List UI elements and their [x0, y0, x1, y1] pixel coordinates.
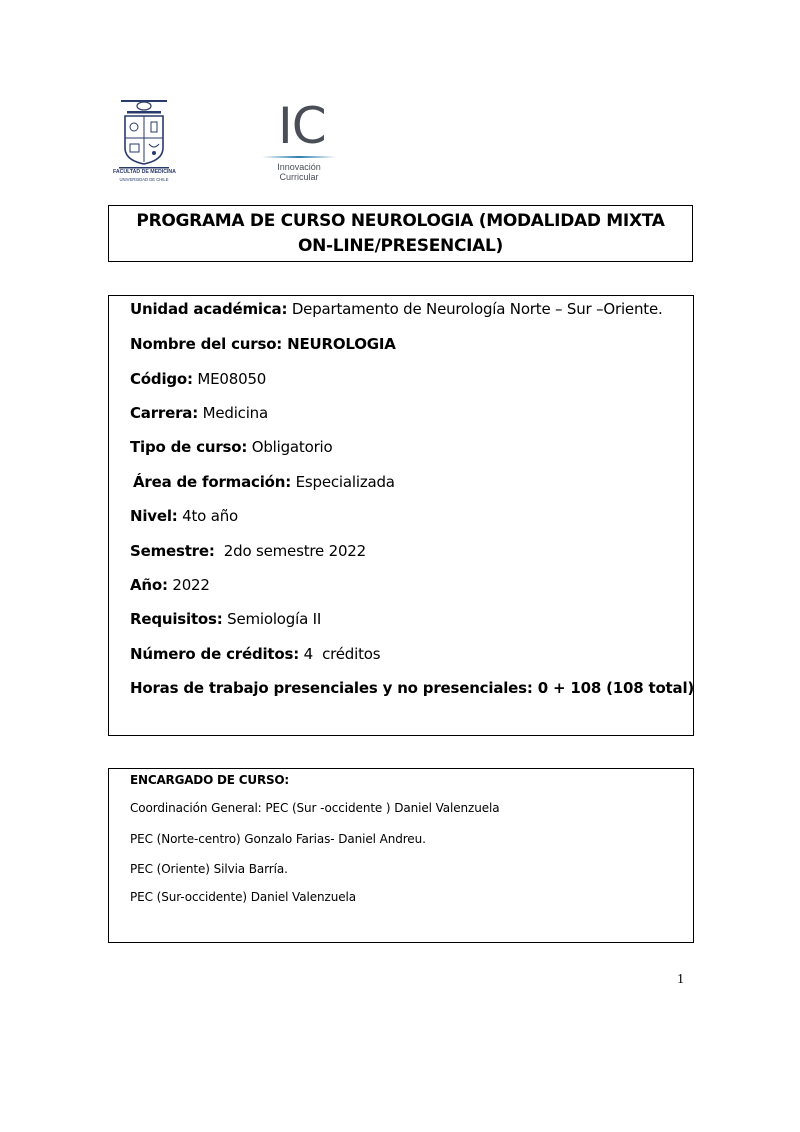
creditos-value: 4 créditos [299, 645, 381, 663]
requisitos-value: Semiología II [222, 610, 322, 628]
horas-label: Horas de trabajo presenciales y no presenciales: [130, 679, 533, 697]
ic-caption-line1: Innovación [277, 162, 321, 172]
carrera-row [130, 403, 268, 423]
encargado-line: Coordinación General: PEC (Sur -occidente ) Daniel Valenzuela [130, 801, 500, 815]
encargado-line: PEC (Oriente) Silvia Barría. [130, 862, 288, 876]
encargado-box [108, 768, 694, 943]
requisitos-row [130, 609, 321, 629]
unidad-academica-value: Departamento de Neurología Norte – Sur –Oriente. [287, 300, 663, 318]
semestre-row [130, 541, 366, 561]
codigo-label: Código: [130, 370, 193, 388]
encargado-line: PEC (Sur-occidente) Daniel Valenzuela [130, 890, 356, 904]
ic-logo-mark: IC [278, 97, 326, 155]
anio-label: Año: [130, 576, 168, 594]
ic-caption-line2: Curricular [279, 172, 319, 182]
tipo-curso-value: Obligatorio [247, 438, 333, 456]
area-formacion-row [133, 472, 395, 492]
semestre-value: 2do semestre 2022 [214, 542, 366, 560]
semestre-label: Semestre: [130, 542, 215, 560]
nivel-value: 4to año [177, 507, 239, 525]
requisitos-label: Requisitos: [130, 610, 223, 628]
course-info-box [108, 295, 694, 736]
anio-row [130, 575, 210, 595]
innovacion-curricular-logo [262, 97, 336, 186]
ic-logo-caption [262, 162, 336, 182]
codigo-value: ME08050 [192, 370, 267, 388]
nivel-row [130, 506, 238, 526]
nivel-label: Nivel: [130, 507, 178, 525]
tipo-curso-label: Tipo de curso: [130, 438, 248, 456]
unidad-academica-label: Unidad académica: [130, 300, 288, 318]
area-formacion-label: Área de formación: [133, 473, 292, 491]
page-number: 1 [677, 972, 684, 987]
codigo-row [130, 369, 266, 389]
horas-value: 0 + 108 (108 total) [532, 679, 695, 697]
carrera-value: Medicina [198, 404, 268, 422]
horas-row [130, 678, 694, 698]
nombre-curso-label: Nombre del curso: [130, 335, 283, 353]
carrera-label: Carrera: [130, 404, 199, 422]
creditos-row [130, 644, 380, 664]
university-name: UNIVERSIDAD DE CHILE [119, 177, 169, 182]
encargado-line: PEC (Norte-centro) Gonzalo Farias- Daniel Andreu. [130, 832, 426, 846]
encargado-heading: ENCARGADO DE CURSO: [130, 773, 290, 787]
ic-logo-divider [262, 156, 336, 158]
nombre-curso-value: NEUROLOGIA [282, 335, 396, 353]
faculty-crest-icon [113, 98, 175, 170]
creditos-label: Número de créditos: [130, 645, 300, 663]
nombre-curso-row [130, 334, 396, 354]
document-title: PROGRAMA DE CURSO NEUROLOGIA (MODALIDAD MIXTA ON-LINE/PRESENCIAL) [136, 210, 665, 256]
area-formacion-value: Especializada [291, 473, 395, 491]
anio-value: 2022 [167, 576, 210, 594]
faculty-name: FACULTAD DE MEDICINA [113, 169, 176, 175]
document-title-box [108, 205, 693, 262]
faculty-of-medicine-logo [113, 98, 175, 188]
tipo-curso-row [130, 437, 333, 457]
unidad-academica-row [130, 299, 663, 319]
